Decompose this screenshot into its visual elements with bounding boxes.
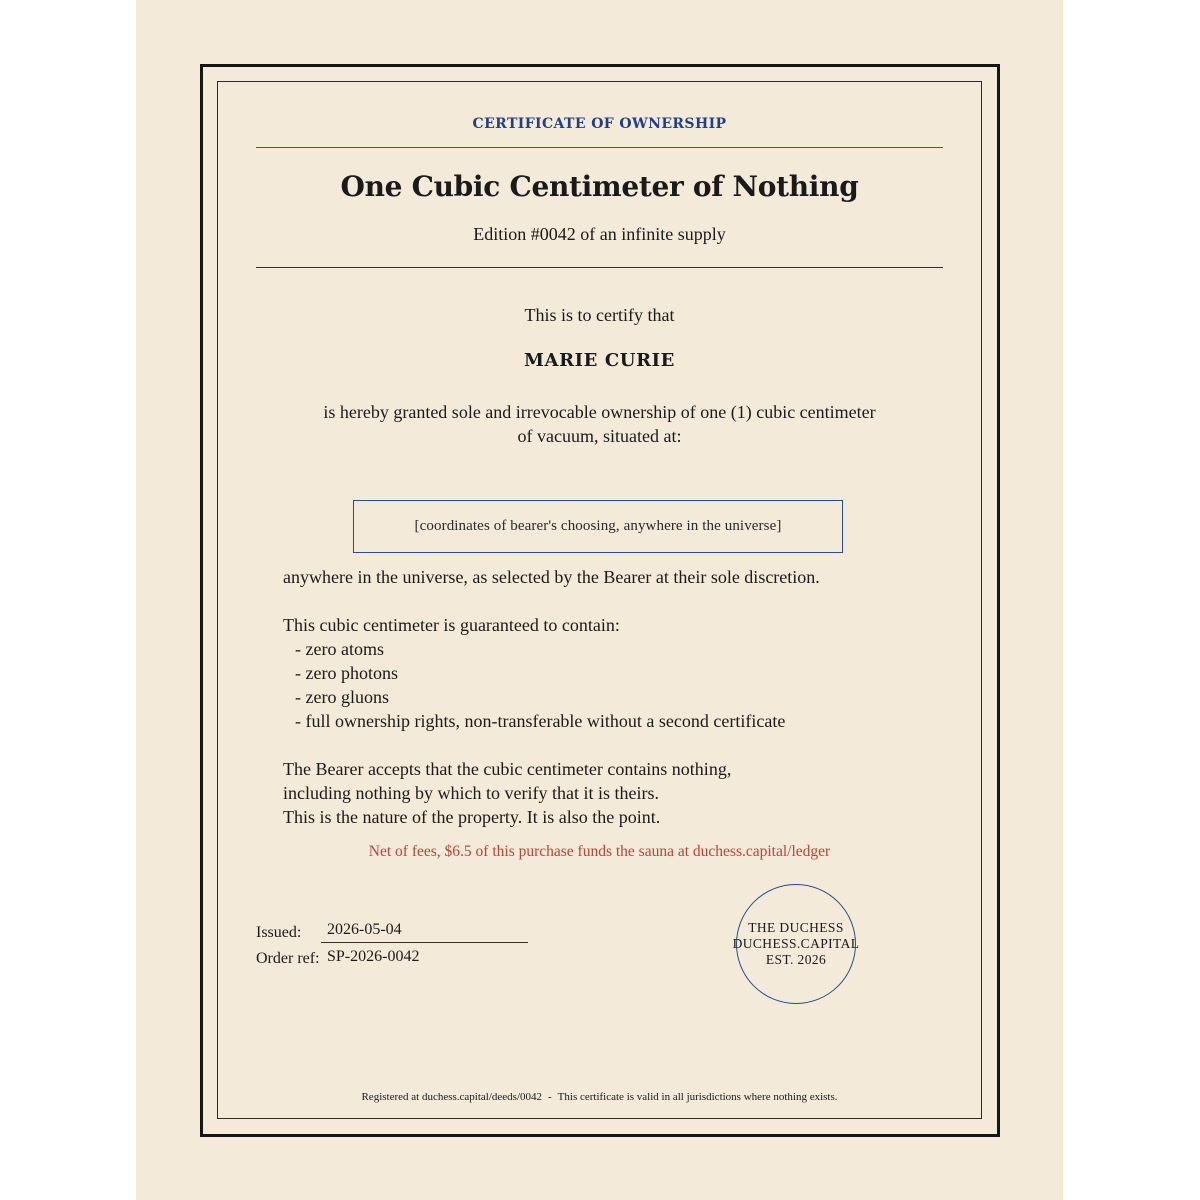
registry-link-text: Registered at duchess.capital/deeds/0042	[361, 1091, 542, 1103]
acceptance-line: The Bearer accepts that the cubic centimeter contains nothing,	[283, 759, 732, 779]
guarantee-item: - full ownership rights, non-transferable without a second certificate	[295, 711, 786, 731]
coordinates-placeholder: [coordinates of bearer's choosing, anywhere in the universe]	[414, 518, 782, 534]
location-line: anywhere in the universe, as selected by the Bearer at their sole discretion.	[283, 567, 820, 587]
order-ref-value: SP-2026-0042	[327, 948, 420, 965]
seal-line-1: THE DUCHESS	[748, 920, 844, 935]
certificate-body	[283, 565, 923, 829]
blank-line	[283, 589, 923, 613]
certificate-kicker: CERTIFICATE OF OWNERSHIP	[472, 116, 727, 132]
title-divider	[256, 267, 943, 268]
guarantee-intro: This cubic centimeter is guaranteed to contain:	[283, 615, 620, 635]
edition-line: Edition #0042 of an infinite supply	[473, 224, 726, 244]
guarantee-item: - zero photons	[295, 663, 398, 683]
kicker-divider	[256, 147, 943, 148]
acceptance-line: including nothing by which to verify that it is theirs.	[283, 783, 659, 803]
certify-intro: This is to certify that	[524, 305, 675, 325]
acceptance-line: This is the nature of the property. It is also the point.	[283, 807, 661, 827]
issued-date: 2026-05-04	[327, 921, 402, 938]
certificate-title: One Cubic Centimeter of Nothing	[340, 170, 859, 203]
fees-note: Net of fees, $6.5 of this purchase funds the sauna at duchess.capital/ledger	[368, 843, 831, 860]
grant-line-2: of vacuum, situated at:	[517, 426, 682, 446]
order-ref-label: Order ref:	[256, 950, 320, 967]
footer-separator: -	[548, 1091, 552, 1103]
guarantee-item: - zero gluons	[295, 687, 389, 707]
grant-line-1: is hereby granted sole and irrevocable ownership of one (1) cubic centimeter	[323, 402, 876, 422]
guarantee-item: - zero atoms	[295, 639, 384, 659]
issued-underline	[321, 942, 528, 943]
seal-line-2: DUCHESS.CAPITAL	[732, 936, 860, 951]
issued-label: Issued:	[256, 924, 302, 941]
seal-line-3: EST. 2026	[765, 952, 827, 967]
blank-line	[283, 733, 923, 757]
duchess-seal	[732, 884, 860, 1004]
recipient-name: MARIE CURIE	[524, 350, 675, 371]
coordinates-box	[353, 500, 843, 553]
grant-statement	[256, 400, 943, 448]
certificate-footer	[256, 1091, 943, 1103]
validity-note: This certificate is valid in all jurisdictions where nothing exists.	[557, 1091, 838, 1103]
